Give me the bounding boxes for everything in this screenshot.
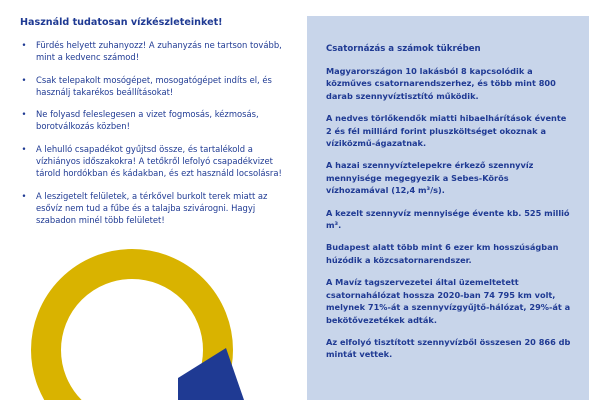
- tips-column: [20, 16, 282, 237]
- tip-item: [20, 143, 282, 180]
- tip-item: [20, 190, 282, 227]
- fact-item: A hazai szennyvíztelepekre érkező szennyvíz mennyisége megegyezik a Sebes-Körös vízhozamával (12,4 m³/s).: [326, 160, 534, 196]
- facts-panel: [307, 16, 589, 400]
- fact-item: Az elfolyó tisztított szennyvízből összesen 20 866 db mintát vettek.: [326, 336, 571, 360]
- tip-text: Csak telepakolt mosógépet, mosogatógépet indíts el, és használj takarékos beállításokat!: [36, 74, 272, 97]
- fact-item: A Mavíz tagszervezetei által üzemeltetett csatornahálózat hossza 2020-ban 74 795 km volt, melynek 71%-át a szennyvízgyűjtő-hálózat, 29%-át a bekötővezetékek adták.: [326, 277, 571, 325]
- facts-title: Csatornázás a számok tükrében: [326, 44, 481, 54]
- tip-item: [20, 74, 282, 99]
- ring-svg: [28, 238, 278, 400]
- bullet: •: [21, 40, 27, 50]
- bullet: •: [21, 143, 27, 154]
- fact-item: A kezelt szennyvíz mennyisége évente kb. 525 millió m³.: [326, 207, 570, 231]
- tips-list: [20, 39, 282, 227]
- bullet: •: [21, 109, 27, 120]
- tip-text: Fürdés helyett zuhanyozz! A zuhanyzás ne tartson tovább, mint a kedvenc számod!: [36, 40, 282, 63]
- bullet: •: [21, 190, 27, 201]
- tips-title: Használd tudatosan vízkészleteinket!: [20, 17, 223, 28]
- ring-graphic: [28, 238, 278, 400]
- bullet: •: [21, 74, 27, 85]
- tip-item: [20, 108, 282, 133]
- fact-item: A nedves törlőkendők miatti hibaelhárítások évente 2 és fél milliárd forint pluszköltséget okoznak a víziközmű-ágazatnak.: [326, 113, 567, 149]
- tip-text: A leszigetelt felületek, a térkővel burkolt terek miatt az esővíz nem tud a fűbe és a talajba szivárogni. Hagyj szabadon minél több felületet!: [36, 190, 268, 226]
- tip-text: Ne folyasd feleslegesen a vizet fogmosás, kézmosás, borotválkozás közben!: [36, 109, 259, 132]
- tip-text: A lehulló csapadékot gyűjtsd össze, és tartalékold a vízhiányos időszakokra! A tetőkről lefolyó csapadékvizet tárold hordókban és kádakban, és ezt használd locsolásra!: [36, 143, 282, 179]
- fact-item: Magyarországon 10 lakásból 8 kapcsolódik a közműves csatornarendszerhez, és több mint 800 darab szennyvíztisztító működik.: [326, 66, 556, 101]
- tip-item: [20, 39, 282, 64]
- fact-item: Budapest alatt több mint 6 ezer km hosszúságban húzódik a közcsatornarendszer.: [326, 242, 559, 265]
